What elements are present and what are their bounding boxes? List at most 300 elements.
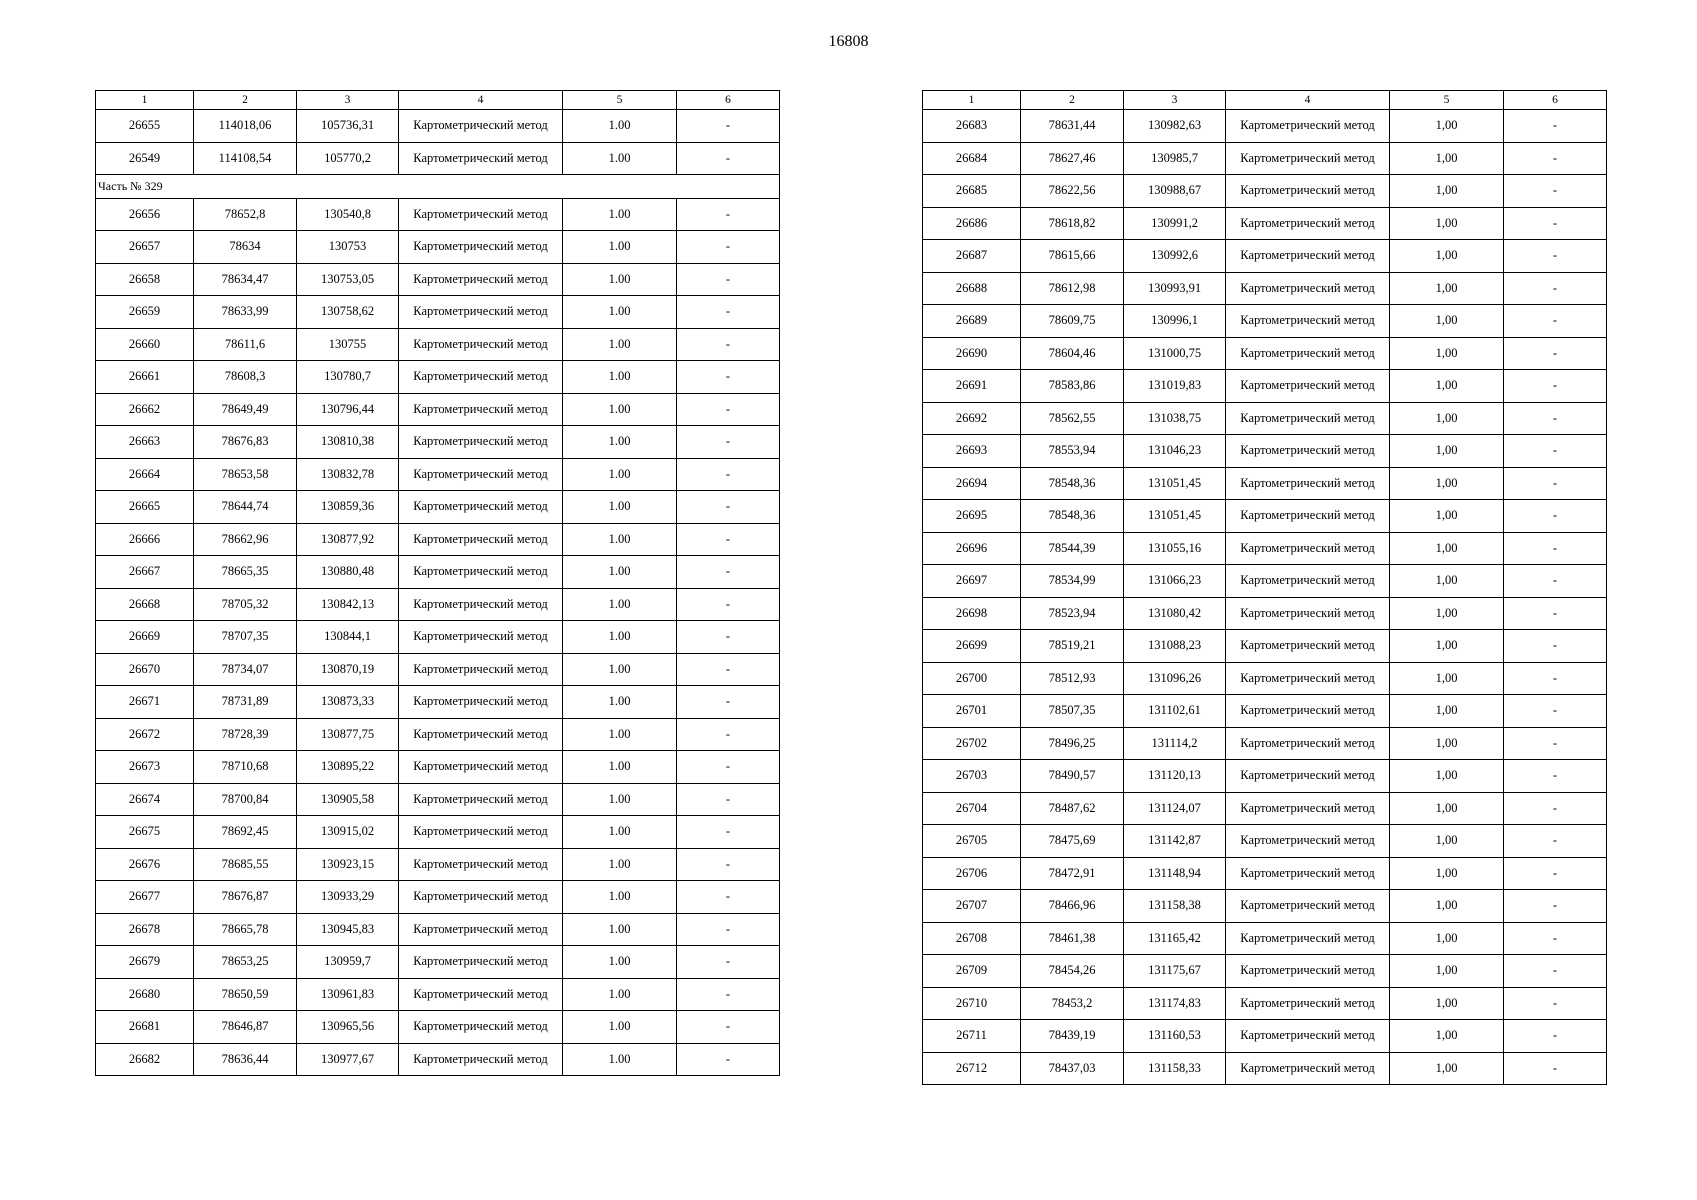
point-number-cell: 26693 xyxy=(923,435,1021,468)
accuracy-cell: 1,00 xyxy=(1390,402,1504,435)
note-cell: - xyxy=(1504,727,1607,760)
point-number-cell: 26673 xyxy=(96,751,194,784)
point-number-cell: 26712 xyxy=(923,1052,1021,1085)
y-coordinate-cell: 131051,45 xyxy=(1124,467,1226,500)
y-coordinate-cell: 130965,56 xyxy=(297,1011,399,1044)
column-header: 6 xyxy=(1504,91,1607,110)
x-coordinate-cell: 78692,45 xyxy=(194,816,297,849)
y-coordinate-cell: 130877,92 xyxy=(297,523,399,556)
y-coordinate-cell: 131174,83 xyxy=(1124,987,1226,1020)
y-coordinate-cell: 131124,07 xyxy=(1124,792,1226,825)
accuracy-cell: 1,00 xyxy=(1390,727,1504,760)
point-number-cell: 26683 xyxy=(923,110,1021,143)
method-cell: Картометрический метод xyxy=(399,621,563,654)
method-cell: Картометрический метод xyxy=(1226,565,1390,598)
x-coordinate-cell: 78472,91 xyxy=(1021,857,1124,890)
note-cell: - xyxy=(677,328,780,361)
accuracy-cell: 1,00 xyxy=(1390,532,1504,565)
point-number-cell: 26662 xyxy=(96,393,194,426)
note-cell: - xyxy=(677,783,780,816)
table-row xyxy=(96,361,780,394)
accuracy-cell: 1.00 xyxy=(563,686,677,719)
method-cell: Картометрический метод xyxy=(1226,597,1390,630)
accuracy-cell: 1.00 xyxy=(563,491,677,524)
column-header: 1 xyxy=(96,91,194,110)
note-cell: - xyxy=(677,751,780,784)
accuracy-cell: 1,00 xyxy=(1390,597,1504,630)
column-header: 5 xyxy=(563,91,677,110)
y-coordinate-cell: 130992,6 xyxy=(1124,240,1226,273)
point-number-cell: 26664 xyxy=(96,458,194,491)
x-coordinate-cell: 78475,69 xyxy=(1021,825,1124,858)
method-cell: Картометрический метод xyxy=(1226,695,1390,728)
y-coordinate-cell: 105736,31 xyxy=(297,110,399,143)
column-header: 3 xyxy=(1124,91,1226,110)
method-cell: Картометрический метод xyxy=(1226,272,1390,305)
accuracy-cell: 1,00 xyxy=(1390,987,1504,1020)
note-cell: - xyxy=(1504,402,1607,435)
accuracy-cell: 1,00 xyxy=(1390,857,1504,890)
accuracy-cell: 1,00 xyxy=(1390,662,1504,695)
accuracy-cell: 1,00 xyxy=(1390,1020,1504,1053)
x-coordinate-cell: 78453,2 xyxy=(1021,987,1124,1020)
table-row xyxy=(96,1043,780,1076)
column-header: 2 xyxy=(1021,91,1124,110)
method-cell: Картометрический метод xyxy=(399,328,563,361)
accuracy-cell: 1,00 xyxy=(1390,955,1504,988)
point-number-cell: 26655 xyxy=(96,110,194,143)
note-cell: - xyxy=(677,263,780,296)
y-coordinate-cell: 130842,13 xyxy=(297,588,399,621)
y-coordinate-cell: 130877,75 xyxy=(297,718,399,751)
accuracy-cell: 1,00 xyxy=(1390,922,1504,955)
point-number-cell: 26665 xyxy=(96,491,194,524)
table-row xyxy=(96,328,780,361)
y-coordinate-cell: 130988,67 xyxy=(1124,175,1226,208)
point-number-cell: 26660 xyxy=(96,328,194,361)
table-header-row xyxy=(923,91,1607,110)
y-coordinate-cell: 130870,19 xyxy=(297,653,399,686)
table-row xyxy=(96,556,780,589)
table-row xyxy=(96,978,780,1011)
y-coordinate-cell: 130880,48 xyxy=(297,556,399,589)
accuracy-cell: 1.00 xyxy=(563,393,677,426)
method-cell: Картометрический метод xyxy=(1226,467,1390,500)
note-cell: - xyxy=(677,946,780,979)
y-coordinate-cell: 130780,7 xyxy=(297,361,399,394)
method-cell: Картометрический метод xyxy=(1226,630,1390,663)
x-coordinate-cell: 78650,59 xyxy=(194,978,297,1011)
table-row xyxy=(923,565,1607,598)
y-coordinate-cell: 130961,83 xyxy=(297,978,399,1011)
note-cell: - xyxy=(677,556,780,589)
note-cell: - xyxy=(677,718,780,751)
point-number-cell: 26661 xyxy=(96,361,194,394)
y-coordinate-cell: 130923,15 xyxy=(297,848,399,881)
method-cell: Картометрический метод xyxy=(399,1011,563,1044)
table-row xyxy=(923,857,1607,890)
method-cell: Картометрический метод xyxy=(1226,857,1390,890)
point-number-cell: 26701 xyxy=(923,695,1021,728)
table-row xyxy=(923,922,1607,955)
column-header: 2 xyxy=(194,91,297,110)
accuracy-cell: 1.00 xyxy=(563,816,677,849)
table-row xyxy=(923,1020,1607,1053)
table-row xyxy=(923,760,1607,793)
y-coordinate-cell: 130895,22 xyxy=(297,751,399,784)
point-number-cell: 26656 xyxy=(96,198,194,231)
method-cell: Картометрический метод xyxy=(399,296,563,329)
method-cell: Картометрический метод xyxy=(399,556,563,589)
x-coordinate-cell: 78553,94 xyxy=(1021,435,1124,468)
point-number-cell: 26657 xyxy=(96,231,194,264)
x-coordinate-cell: 78731,89 xyxy=(194,686,297,719)
method-cell: Картометрический метод xyxy=(1226,760,1390,793)
point-number-cell: 26679 xyxy=(96,946,194,979)
accuracy-cell: 1.00 xyxy=(563,718,677,751)
x-coordinate-cell: 78644,74 xyxy=(194,491,297,524)
method-cell: Картометрический метод xyxy=(399,426,563,459)
method-cell: Картометрический метод xyxy=(1226,922,1390,955)
x-coordinate-cell: 78646,87 xyxy=(194,1011,297,1044)
note-cell: - xyxy=(1504,565,1607,598)
method-cell: Картометрический метод xyxy=(1226,337,1390,370)
note-cell: - xyxy=(1504,1052,1607,1085)
method-cell: Картометрический метод xyxy=(399,198,563,231)
note-cell: - xyxy=(677,848,780,881)
note-cell: - xyxy=(1504,792,1607,825)
point-number-cell: 26690 xyxy=(923,337,1021,370)
point-number-cell: 26671 xyxy=(96,686,194,719)
note-cell: - xyxy=(677,1043,780,1076)
table-row xyxy=(923,890,1607,923)
note-cell: - xyxy=(677,231,780,264)
note-cell: - xyxy=(677,621,780,654)
x-coordinate-cell: 78608,3 xyxy=(194,361,297,394)
table-row xyxy=(923,1052,1607,1085)
method-cell: Картометрический метод xyxy=(1226,207,1390,240)
table-row xyxy=(923,142,1607,175)
accuracy-cell: 1.00 xyxy=(563,426,677,459)
column-header: 5 xyxy=(1390,91,1504,110)
method-cell: Картометрический метод xyxy=(399,718,563,751)
method-cell: Картометрический метод xyxy=(1226,792,1390,825)
method-cell: Картометрический метод xyxy=(399,110,563,143)
method-cell: Картометрический метод xyxy=(1226,500,1390,533)
accuracy-cell: 1,00 xyxy=(1390,240,1504,273)
x-coordinate-cell: 78705,32 xyxy=(194,588,297,621)
method-cell: Картометрический метод xyxy=(1226,402,1390,435)
y-coordinate-cell: 131000,75 xyxy=(1124,337,1226,370)
point-number-cell: 26694 xyxy=(923,467,1021,500)
y-coordinate-cell: 131066,23 xyxy=(1124,565,1226,598)
note-cell: - xyxy=(1504,1020,1607,1053)
table-row xyxy=(923,207,1607,240)
x-coordinate-cell: 78622,56 xyxy=(1021,175,1124,208)
x-coordinate-cell: 78631,44 xyxy=(1021,110,1124,143)
x-coordinate-cell: 78523,94 xyxy=(1021,597,1124,630)
x-coordinate-cell: 78439,19 xyxy=(1021,1020,1124,1053)
accuracy-cell: 1,00 xyxy=(1390,760,1504,793)
table-row xyxy=(96,686,780,719)
method-cell: Картометрический метод xyxy=(1226,110,1390,143)
x-coordinate-cell: 78583,86 xyxy=(1021,370,1124,403)
x-coordinate-cell: 78604,46 xyxy=(1021,337,1124,370)
method-cell: Картометрический метод xyxy=(399,686,563,719)
table-row xyxy=(923,337,1607,370)
coordinates-table-right xyxy=(922,90,1607,1085)
table-row xyxy=(96,881,780,914)
y-coordinate-cell: 131158,38 xyxy=(1124,890,1226,923)
note-cell: - xyxy=(677,393,780,426)
point-number-cell: 26668 xyxy=(96,588,194,621)
point-number-cell: 26675 xyxy=(96,816,194,849)
accuracy-cell: 1.00 xyxy=(563,523,677,556)
y-coordinate-cell: 131102,61 xyxy=(1124,695,1226,728)
point-number-cell: 26682 xyxy=(96,1043,194,1076)
y-coordinate-cell: 130540,8 xyxy=(297,198,399,231)
y-coordinate-cell: 130982,63 xyxy=(1124,110,1226,143)
note-cell: - xyxy=(677,588,780,621)
table-row xyxy=(923,500,1607,533)
column-header: 6 xyxy=(677,91,780,110)
point-number-cell: 26705 xyxy=(923,825,1021,858)
x-coordinate-cell: 78562,55 xyxy=(1021,402,1124,435)
point-number-cell: 26691 xyxy=(923,370,1021,403)
point-number-cell: 26677 xyxy=(96,881,194,914)
x-coordinate-cell: 78512,93 xyxy=(1021,662,1124,695)
method-cell: Картометрический метод xyxy=(399,946,563,979)
note-cell: - xyxy=(1504,532,1607,565)
point-number-cell: 26710 xyxy=(923,987,1021,1020)
y-coordinate-cell: 131055,16 xyxy=(1124,532,1226,565)
accuracy-cell: 1,00 xyxy=(1390,825,1504,858)
note-cell: - xyxy=(677,458,780,491)
accuracy-cell: 1,00 xyxy=(1390,630,1504,663)
table-row xyxy=(923,597,1607,630)
point-number-cell: 26676 xyxy=(96,848,194,881)
accuracy-cell: 1,00 xyxy=(1390,792,1504,825)
x-coordinate-cell: 78487,62 xyxy=(1021,792,1124,825)
table-row xyxy=(96,231,780,264)
x-coordinate-cell: 78548,36 xyxy=(1021,467,1124,500)
y-coordinate-cell: 130996,1 xyxy=(1124,305,1226,338)
note-cell: - xyxy=(1504,435,1607,468)
y-coordinate-cell: 131088,23 xyxy=(1124,630,1226,663)
point-number-cell: 26692 xyxy=(923,402,1021,435)
accuracy-cell: 1,00 xyxy=(1390,435,1504,468)
coordinates-table-left xyxy=(95,90,780,1076)
method-cell: Картометрический метод xyxy=(399,523,563,556)
note-cell: - xyxy=(677,978,780,1011)
point-number-cell: 26670 xyxy=(96,653,194,686)
method-cell: Картометрический метод xyxy=(1226,175,1390,208)
table-row xyxy=(923,630,1607,663)
note-cell: - xyxy=(1504,500,1607,533)
y-coordinate-cell: 131096,26 xyxy=(1124,662,1226,695)
accuracy-cell: 1,00 xyxy=(1390,370,1504,403)
table-row xyxy=(923,272,1607,305)
x-coordinate-cell: 78734,07 xyxy=(194,653,297,686)
note-cell: - xyxy=(677,816,780,849)
x-coordinate-cell: 78685,55 xyxy=(194,848,297,881)
point-number-cell: 26711 xyxy=(923,1020,1021,1053)
column-header: 4 xyxy=(399,91,563,110)
y-coordinate-cell: 130945,83 xyxy=(297,913,399,946)
x-coordinate-cell: 78728,39 xyxy=(194,718,297,751)
accuracy-cell: 1.00 xyxy=(563,142,677,175)
method-cell: Картометрический метод xyxy=(1226,890,1390,923)
point-number-cell: 26699 xyxy=(923,630,1021,663)
method-cell: Картометрический метод xyxy=(1226,240,1390,273)
method-cell: Картометрический метод xyxy=(399,783,563,816)
note-cell: - xyxy=(1504,305,1607,338)
accuracy-cell: 1,00 xyxy=(1390,207,1504,240)
method-cell: Картометрический метод xyxy=(1226,727,1390,760)
page-number: 16808 xyxy=(828,33,869,50)
x-coordinate-cell: 78490,57 xyxy=(1021,760,1124,793)
method-cell: Картометрический метод xyxy=(1226,305,1390,338)
y-coordinate-cell: 131148,94 xyxy=(1124,857,1226,890)
accuracy-cell: 1.00 xyxy=(563,1011,677,1044)
note-cell: - xyxy=(677,361,780,394)
method-cell: Картометрический метод xyxy=(399,816,563,849)
note-cell: - xyxy=(1504,922,1607,955)
table-row xyxy=(923,987,1607,1020)
y-coordinate-cell: 130758,62 xyxy=(297,296,399,329)
method-cell: Картометрический метод xyxy=(399,491,563,524)
x-coordinate-cell: 78519,21 xyxy=(1021,630,1124,663)
table-row xyxy=(96,458,780,491)
x-coordinate-cell: 78633,99 xyxy=(194,296,297,329)
point-number-cell: 26666 xyxy=(96,523,194,556)
accuracy-cell: 1,00 xyxy=(1390,565,1504,598)
point-number-cell: 26702 xyxy=(923,727,1021,760)
table-row xyxy=(96,198,780,231)
table-row xyxy=(923,662,1607,695)
point-number-cell: 26697 xyxy=(923,565,1021,598)
method-cell: Картометрический метод xyxy=(399,751,563,784)
section-label: Часть № 329 xyxy=(96,175,780,199)
x-coordinate-cell: 78461,38 xyxy=(1021,922,1124,955)
x-coordinate-cell: 78615,66 xyxy=(1021,240,1124,273)
method-cell: Картометрический метод xyxy=(1226,825,1390,858)
note-cell: - xyxy=(677,198,780,231)
table-row xyxy=(96,621,780,654)
accuracy-cell: 1.00 xyxy=(563,458,677,491)
table-row xyxy=(923,727,1607,760)
table-row xyxy=(923,370,1607,403)
method-cell: Картометрический метод xyxy=(399,588,563,621)
y-coordinate-cell: 130753,05 xyxy=(297,263,399,296)
method-cell: Картометрический метод xyxy=(1226,955,1390,988)
note-cell: - xyxy=(1504,890,1607,923)
point-number-cell: 26669 xyxy=(96,621,194,654)
y-coordinate-cell: 131051,45 xyxy=(1124,500,1226,533)
method-cell: Картометрический метод xyxy=(399,458,563,491)
accuracy-cell: 1,00 xyxy=(1390,337,1504,370)
accuracy-cell: 1,00 xyxy=(1390,272,1504,305)
y-coordinate-cell: 130915,02 xyxy=(297,816,399,849)
y-coordinate-cell: 105770,2 xyxy=(297,142,399,175)
table-row xyxy=(96,426,780,459)
accuracy-cell: 1.00 xyxy=(563,296,677,329)
y-coordinate-cell: 130832,78 xyxy=(297,458,399,491)
method-cell: Картометрический метод xyxy=(1226,532,1390,565)
y-coordinate-cell: 131165,42 xyxy=(1124,922,1226,955)
table-row xyxy=(923,955,1607,988)
note-cell: - xyxy=(1504,467,1607,500)
note-cell: - xyxy=(1504,207,1607,240)
table-row xyxy=(96,816,780,849)
y-coordinate-cell: 130810,38 xyxy=(297,426,399,459)
x-coordinate-cell: 78454,26 xyxy=(1021,955,1124,988)
y-coordinate-cell: 130977,67 xyxy=(297,1043,399,1076)
note-cell: - xyxy=(677,426,780,459)
accuracy-cell: 1,00 xyxy=(1390,110,1504,143)
table-row xyxy=(96,718,780,751)
x-coordinate-cell: 78710,68 xyxy=(194,751,297,784)
table-row xyxy=(96,296,780,329)
y-coordinate-cell: 130844,1 xyxy=(297,621,399,654)
x-coordinate-cell: 78534,99 xyxy=(1021,565,1124,598)
accuracy-cell: 1.00 xyxy=(563,653,677,686)
y-coordinate-cell: 130991,2 xyxy=(1124,207,1226,240)
note-cell: - xyxy=(677,1011,780,1044)
note-cell: - xyxy=(1504,240,1607,273)
method-cell: Картометрический метод xyxy=(399,881,563,914)
accuracy-cell: 1.00 xyxy=(563,946,677,979)
table-row xyxy=(96,1011,780,1044)
note-cell: - xyxy=(1504,370,1607,403)
method-cell: Картометрический метод xyxy=(1226,370,1390,403)
x-coordinate-cell: 78548,36 xyxy=(1021,500,1124,533)
x-coordinate-cell: 78609,75 xyxy=(1021,305,1124,338)
x-coordinate-cell: 78707,35 xyxy=(194,621,297,654)
point-number-cell: 26709 xyxy=(923,955,1021,988)
accuracy-cell: 1.00 xyxy=(563,263,677,296)
x-coordinate-cell: 78653,58 xyxy=(194,458,297,491)
method-cell: Картометрический метод xyxy=(1226,1020,1390,1053)
accuracy-cell: 1.00 xyxy=(563,751,677,784)
accuracy-cell: 1.00 xyxy=(563,328,677,361)
table-row xyxy=(923,240,1607,273)
table-row xyxy=(923,402,1607,435)
table-row xyxy=(96,653,780,686)
table-row xyxy=(923,305,1607,338)
point-number-cell: 26700 xyxy=(923,662,1021,695)
note-cell: - xyxy=(677,523,780,556)
x-coordinate-cell: 78634 xyxy=(194,231,297,264)
note-cell: - xyxy=(1504,597,1607,630)
table-row xyxy=(96,142,780,175)
method-cell: Картометрический метод xyxy=(399,142,563,175)
method-cell: Картометрический метод xyxy=(399,231,563,264)
note-cell: - xyxy=(677,686,780,719)
y-coordinate-cell: 130796,44 xyxy=(297,393,399,426)
accuracy-cell: 1.00 xyxy=(563,588,677,621)
table-row xyxy=(96,491,780,524)
point-number-cell: 26689 xyxy=(923,305,1021,338)
y-coordinate-cell: 131046,23 xyxy=(1124,435,1226,468)
table-row xyxy=(923,467,1607,500)
table-row xyxy=(923,110,1607,143)
table-row xyxy=(96,913,780,946)
method-cell: Картометрический метод xyxy=(399,263,563,296)
y-coordinate-cell: 131019,83 xyxy=(1124,370,1226,403)
table-row xyxy=(96,263,780,296)
point-number-cell: 26684 xyxy=(923,142,1021,175)
